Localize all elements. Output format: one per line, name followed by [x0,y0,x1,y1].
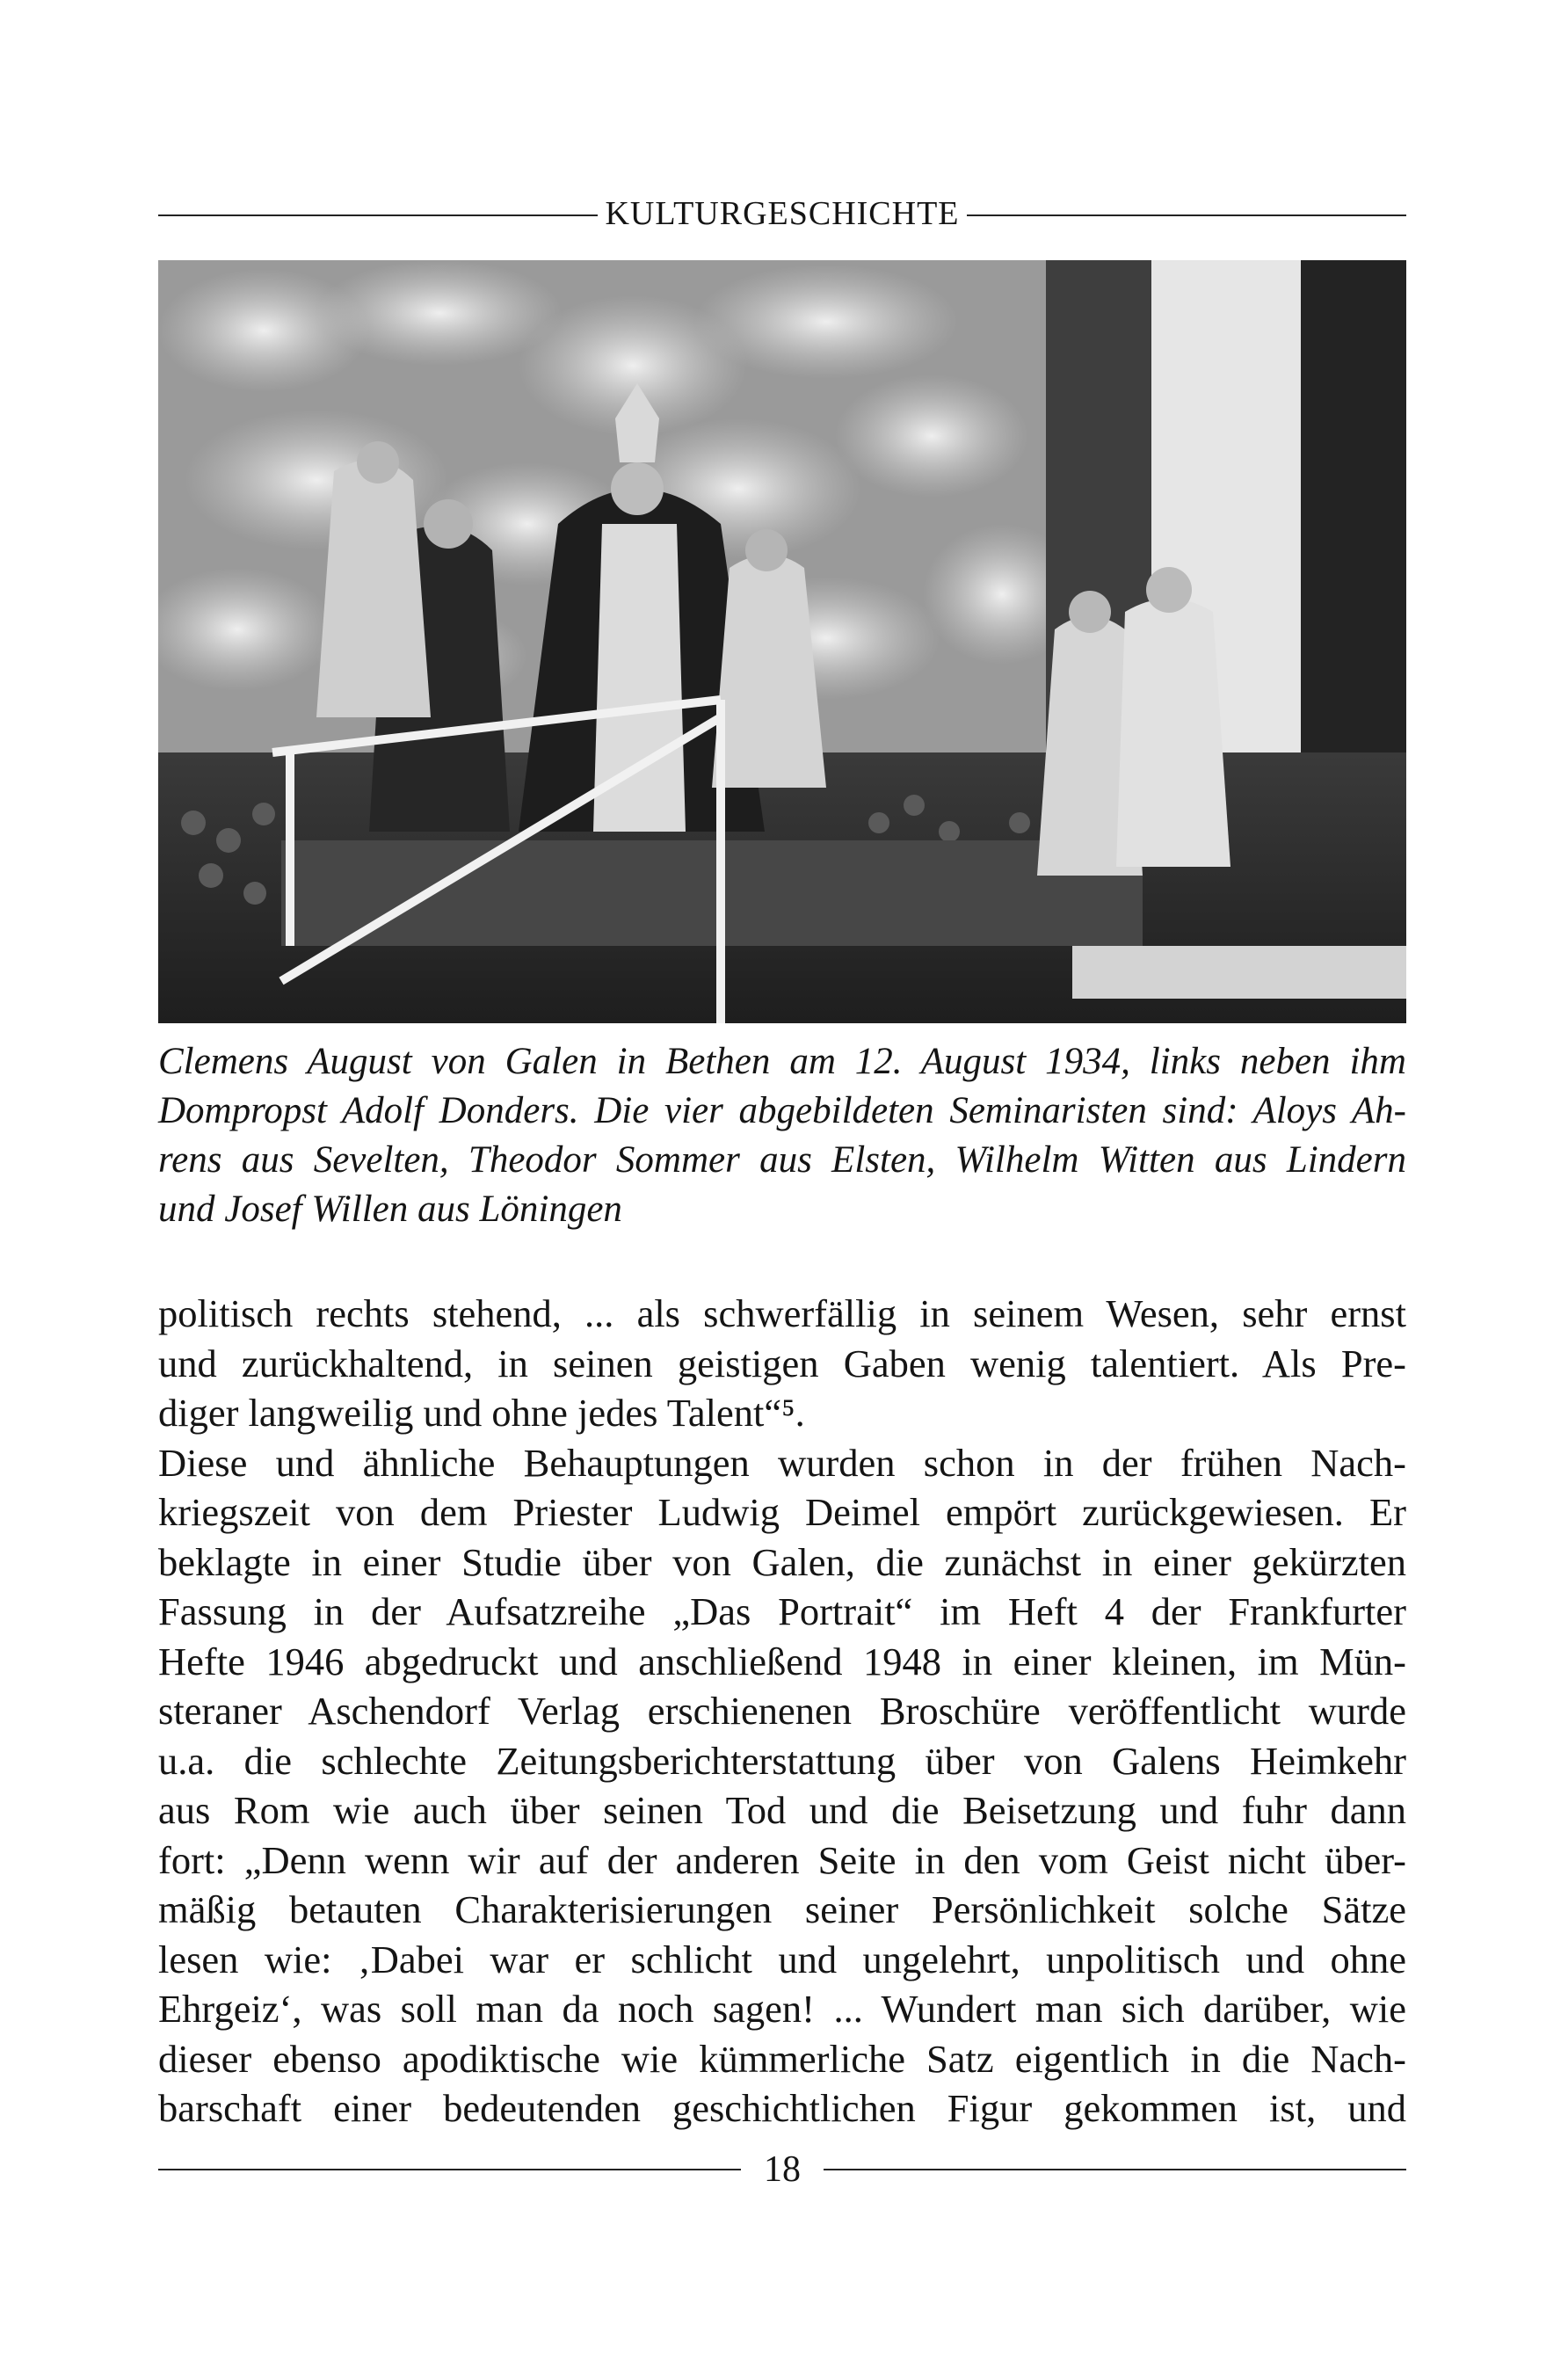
footer-rule-left [158,2169,741,2170]
body-line: und zurückhaltend, in seinen geistigen Gaben wenig talentiert. Als Pre- [158,1341,1406,1385]
historical-photograph [158,260,1406,1023]
body-text [158,1289,1406,2134]
caption-line: rens aus Sevelten, Theodor Sommer aus Elsten, Wilhelm Witten aus Lindern [158,1139,1406,1181]
body-line: Hefte 1946 abgedruckt und anschließend 1948 in einer kleinen, im Mün- [158,1639,1406,1683]
body-line: lesen wie: ‚Dabei war er schlicht und ungelehrt, unpolitisch und ohne [158,1937,1406,1981]
header-rule-left [158,214,598,216]
footer-rule-right [824,2169,1406,2170]
platform [281,840,1143,946]
body-line: beklagte in einer Studie über von Galen, die zunächst in einer gekürzten [158,1539,1406,1584]
body-line: Diese und ähnliche Behauptungen wurden schon in der frühen Nach- [158,1440,1406,1485]
page-footer [158,2143,1406,2196]
body-line: Fassung in der Aufsatzreihe „Das Portrait“ im Heft 4 der Frankfurter [158,1589,1406,1633]
body-line: politisch rechts stehend, ... als schwerfällig in seinem Wesen, sehr ernst [158,1291,1406,1335]
carpet [1072,946,1406,999]
body-line: steraner Aschendorf Verlag erschienenen Broschüre veröffentlicht wurde [158,1689,1406,1733]
body-line: kriegszeit von dem Priester Ludwig Deimel empört zurückgewiesen. Er [158,1490,1406,1534]
body-line: Ehrgeiz‘, was soll man da noch sagen! ... Wundert man sich darüber, wie [158,1987,1406,2031]
body-line: barschaft einer bedeutenden geschichtlichen Figur gekommen ist, und [158,2086,1406,2130]
page-number: 18 [764,2149,801,2190]
caption-line: und Josef Willen aus Löningen [158,1189,622,1230]
body-line: u.a. die schlechte Zeitungsberichterstattung über von Galens Heimkehr [158,1738,1406,1783]
caption-line: Clemens August von Galen in Bethen am 12. August 1934, links neben ihm [158,1041,1406,1082]
body-line: fort: „Denn wenn wir auf der anderen Seite in den vom Geist nicht über- [158,1837,1406,1882]
body-line: aus Rom wie auch über seinen Tod und die Beisetzung und fuhr dann [158,1788,1406,1832]
body-line: diger langweilig und ohne jedes Talent“⁵. [158,1391,805,1435]
body-line: mäßig betauten Charakterisierungen seiner Persönlichkeit solche Sätze [158,1887,1406,1931]
section-title: KULTURGESCHICHTE [605,195,960,232]
running-header [158,183,1406,244]
header-rule-right [967,214,1406,216]
caption-line: Dompropst Adolf Donders. Die vier abgebildeten Seminaristen sind: Aloys Ah- [158,1090,1406,1131]
figure-caption [158,1037,1406,1234]
body-line: dieser ebenso apodiktische wie kümmerliche Satz eigentlich in die Nach- [158,2036,1406,2081]
